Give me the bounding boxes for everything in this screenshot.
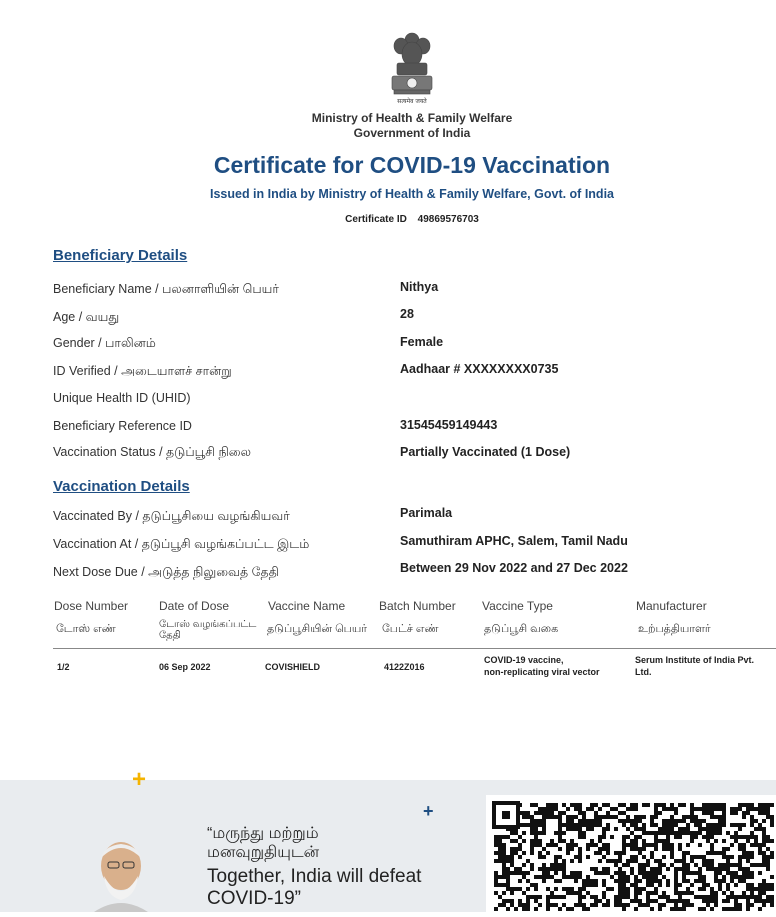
quote-tamil bbox=[207, 824, 319, 862]
vaccination-status-value: Partially Vaccinated (1 Dose) bbox=[400, 445, 571, 459]
vaccination-at-value: Samuthiram APHC, Salem, Tamil Nadu bbox=[400, 534, 628, 548]
vaccinated-by-label: Vaccinated By / தடுப்பூசியை வழங்கியவர் bbox=[53, 509, 290, 523]
vaccination-status-label: Vaccination Status / தடுப்பூசி நிலை bbox=[53, 445, 252, 459]
portrait-photo bbox=[88, 836, 154, 912]
plus-icon: + bbox=[423, 801, 434, 821]
beneficiary-name-value: Nithya bbox=[400, 280, 439, 294]
col-vaccine-name-ta: தடுப்பூசியின் பெயர் bbox=[267, 623, 368, 635]
row-manufacturer bbox=[635, 654, 754, 678]
col-vaccine-type-ta: தடுப்பூசி வகை bbox=[484, 623, 559, 635]
id-verified-value: Aadhaar # XXXXXXXX0735 bbox=[400, 362, 559, 376]
reference-id-value: 31545459149443 bbox=[400, 418, 498, 432]
vaccination-heading: Vaccination Details bbox=[53, 478, 190, 495]
col-vaccine-name: Vaccine Name bbox=[268, 599, 346, 613]
national-emblem bbox=[388, 30, 436, 106]
row-manufacturer-line2: Ltd. bbox=[635, 667, 652, 677]
uhid-label: Unique Health ID (UHID) bbox=[53, 391, 191, 405]
next-dose-value: Between 29 Nov 2022 and 27 Dec 2022 bbox=[400, 561, 628, 575]
gender-value: Female bbox=[400, 335, 444, 349]
quote-tamil-line2: மனவுறுதியுடன் bbox=[207, 844, 320, 861]
beneficiary-heading: Beneficiary Details bbox=[53, 247, 188, 264]
table-divider bbox=[53, 648, 776, 649]
gender-label: Gender / பாலினம் bbox=[53, 336, 156, 350]
certificate-title: Certificate for COVID-19 Vaccination bbox=[213, 152, 611, 178]
certificate-id-label: Certificate ID bbox=[345, 214, 407, 225]
vaccinated-by-value: Parimala bbox=[400, 506, 453, 520]
next-dose-label: Next Dose Due / அடுத்த நிலுவைத் தேதி bbox=[53, 565, 279, 579]
vaccination-at-label: Vaccination At / தடுப்பூசி வழங்கப்பட்ட இடம் bbox=[53, 537, 310, 551]
row-date: 06 Sep 2022 bbox=[159, 662, 211, 672]
row-type bbox=[484, 654, 600, 678]
plus-icon: + bbox=[132, 766, 147, 793]
emblem-caption: सत्यमेव जयते bbox=[397, 98, 427, 105]
col-batch-number-ta: பேட்ச் எண் bbox=[382, 623, 439, 635]
quote-english bbox=[207, 866, 421, 910]
beneficiary-name-label: Beneficiary Name / பலனாளியின் பெயர் bbox=[53, 282, 279, 296]
age-value: 28 bbox=[400, 307, 414, 321]
row-manufacturer-line1: Serum Institute of India Pvt. bbox=[635, 655, 755, 665]
qr-code bbox=[486, 795, 776, 912]
age-label: Age / வயது bbox=[53, 310, 120, 324]
row-type-line1: COVID-19 vaccine, bbox=[484, 655, 564, 665]
row-vaccine: COVISHIELD bbox=[265, 662, 321, 672]
government-name: Government of India bbox=[353, 126, 471, 140]
certificate-id-value: 49869576703 bbox=[417, 214, 479, 225]
col-vaccine-type: Vaccine Type bbox=[482, 599, 553, 613]
col-manufacturer: Manufacturer bbox=[636, 599, 707, 613]
row-type-line2: non-replicating viral vector bbox=[484, 667, 600, 677]
row-dose: 1/2 bbox=[57, 662, 70, 672]
issued-by: Issued in India by Ministry of Health & Family Welfare, Govt. of India bbox=[209, 187, 614, 201]
col-date-of-dose-ta: டோஸ் வழங்கப்பட்ட தேதி bbox=[159, 619, 257, 641]
reference-id-label: Beneficiary Reference ID bbox=[53, 419, 192, 433]
row-batch: 4122Z016 bbox=[384, 662, 425, 672]
ministry-name: Ministry of Health & Family Welfare bbox=[311, 111, 513, 125]
quote-english-line1: Together, India will defeat bbox=[207, 866, 422, 887]
certificate-id-line bbox=[250, 214, 574, 225]
col-batch-number: Batch Number bbox=[379, 599, 456, 613]
col-manufacturer-ta: உற்பத்தியாளர் bbox=[638, 623, 711, 635]
quote-english-line2: COVID-19” bbox=[207, 888, 301, 909]
qr-code-pattern bbox=[486, 795, 776, 912]
col-date-of-dose: Date of Dose bbox=[159, 599, 230, 613]
id-verified-label: ID Verified / அடையாளச் சான்று bbox=[53, 364, 232, 378]
quote-tamil-line1: “மருந்து மற்றும் bbox=[207, 825, 319, 842]
col-dose-number-ta: டோஸ் எண் bbox=[56, 623, 116, 635]
col-dose-number: Dose Number bbox=[54, 599, 129, 613]
